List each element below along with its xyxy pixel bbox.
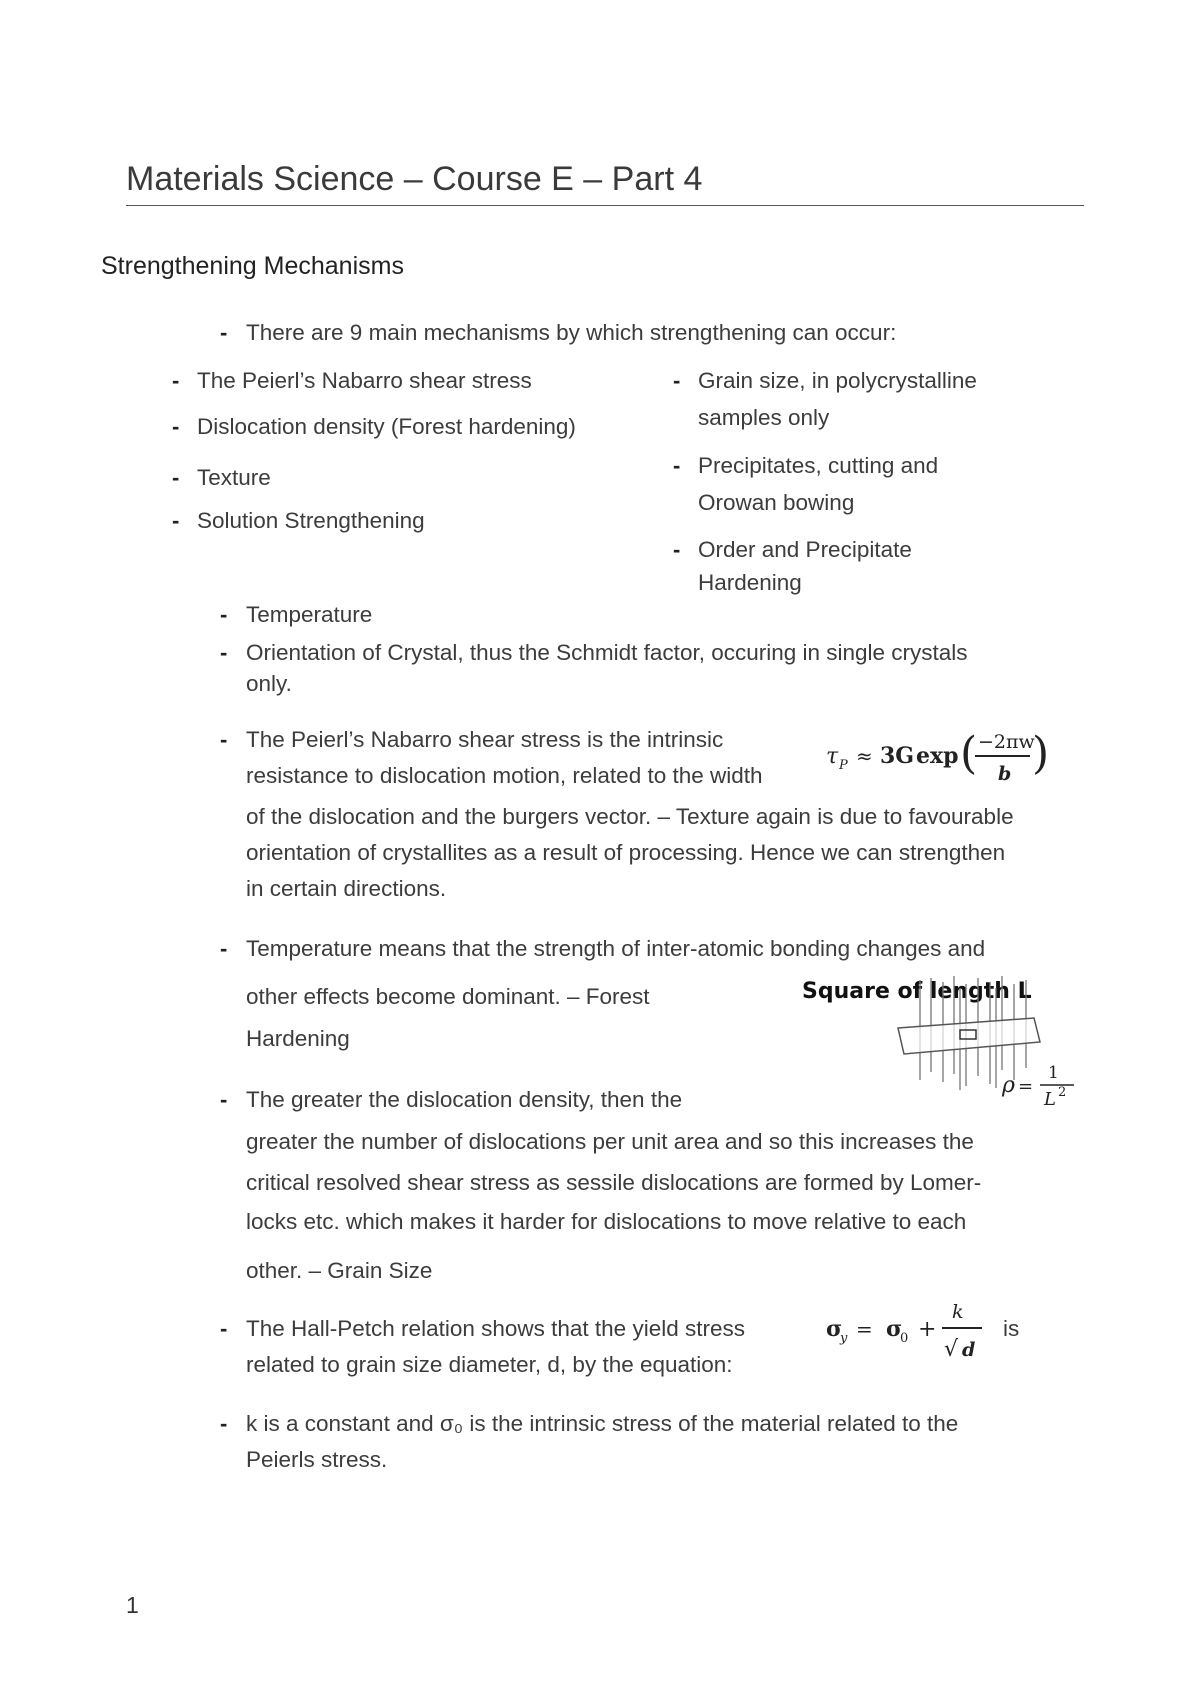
eq-subscript: y xyxy=(840,1331,848,1346)
bullet-marker: - xyxy=(172,508,180,533)
mechanism-item-continued: only. xyxy=(246,671,292,696)
forest-text: critical resolved shear stress as sessile dislocations are formed by Lomer- xyxy=(246,1170,982,1195)
slip-plane xyxy=(898,1018,1040,1054)
forest-text: greater the number of dislocations per unit area and so this increases the xyxy=(246,1129,974,1154)
eq-numerator: 1 xyxy=(1048,1063,1059,1083)
bullet-marker: - xyxy=(220,320,228,345)
eq-radical: √ xyxy=(944,1337,959,1362)
mechanism-item-continued: Orowan bowing xyxy=(698,490,855,515)
bullet-marker: - xyxy=(220,1316,228,1341)
hallpetch-equation xyxy=(820,1296,1000,1370)
eq-operator: = xyxy=(1018,1076,1034,1097)
mechanism-item: Temperature xyxy=(246,602,373,627)
eq-denominator: b xyxy=(998,763,1012,785)
mechanism-item: Solution Strengthening xyxy=(197,508,425,533)
forest-text: The greater the dislocation density, then the xyxy=(246,1087,683,1112)
figure-label: Square of length L xyxy=(802,979,1032,1004)
kconst-text: k is a constant and σ₀ is the intrinsic stress of the material related to the xyxy=(246,1411,959,1436)
eq-symbol: τ xyxy=(826,744,839,769)
eq-denominator: L xyxy=(1044,1089,1056,1110)
eq-symbol: σ xyxy=(826,1316,843,1342)
mechanism-item: Precipitates, cutting and xyxy=(698,453,939,478)
temperature-text: Hardening xyxy=(246,1026,350,1051)
dislocation-square-figure xyxy=(800,970,1090,1110)
bullet-marker: - xyxy=(220,1087,228,1112)
peierls-text: resistance to dislocation motion, related to the width xyxy=(246,763,763,788)
bullet-marker: - xyxy=(220,602,228,627)
eq-subscript: P xyxy=(839,758,848,773)
eq-operator: = xyxy=(856,1317,873,1341)
peierls-text: orientation of crystallites as a result of processing. Hence we can strengthen xyxy=(246,840,1006,865)
peierls-text: The Peierl’s Nabarro shear stress is the intrinsic xyxy=(246,727,724,752)
hallpetch-text: The Hall-Petch relation shows that the yield stress xyxy=(246,1316,745,1341)
eq-paren: ) xyxy=(1032,728,1050,779)
bullet-marker: - xyxy=(220,640,228,665)
eq-coefficient: 3G xyxy=(880,743,915,769)
bullet-marker: - xyxy=(172,465,180,490)
eq-paren: ( xyxy=(960,728,978,779)
eq-denominator: d xyxy=(962,1339,976,1361)
bullet-marker: - xyxy=(220,1411,228,1436)
mechanism-item: Order and Precipitate xyxy=(698,537,912,562)
eq-numerator: −2πw xyxy=(978,731,1035,753)
bullet-marker: - xyxy=(673,453,681,478)
section-heading: Strengthening Mechanisms xyxy=(101,252,404,280)
bullet-marker: - xyxy=(172,414,180,439)
kconst-text: Peierls stress. xyxy=(246,1447,388,1472)
mechanism-item: The Peierl’s Nabarro shear stress xyxy=(197,368,532,393)
temperature-text: other effects become dominant. – Forest xyxy=(246,984,650,1009)
mechanism-item: Grain size, in polycrystalline xyxy=(698,368,977,393)
mechanism-item-continued: Hardening xyxy=(698,570,802,595)
bullet-marker: - xyxy=(220,727,228,752)
bullet-marker: - xyxy=(673,537,681,562)
eq-symbol: σ xyxy=(886,1316,903,1342)
page-title: Materials Science – Course E – Part 4 xyxy=(126,160,703,198)
mechanism-item: Texture xyxy=(197,465,271,490)
temperature-text: Temperature means that the strength of inter-atomic bonding changes and xyxy=(246,936,986,961)
mechanism-item: Orientation of Crystal, thus the Schmidt factor, occuring in single crystals xyxy=(246,640,968,665)
forest-text: locks etc. which makes it harder for dislocations to move relative to each xyxy=(246,1209,967,1234)
page-number: 1 xyxy=(126,1592,139,1618)
eq-function: exp xyxy=(916,743,959,769)
eq-operator: + xyxy=(918,1317,937,1342)
mechanism-item: Dislocation density (Forest hardening) xyxy=(197,414,576,439)
eq-numerator: k xyxy=(952,1301,964,1323)
hallpetch-text: related to grain size diameter, d, by the equation: xyxy=(246,1352,733,1377)
eq-exponent: 2 xyxy=(1058,1085,1067,1100)
bullet-marker: - xyxy=(172,368,180,393)
intro-text: There are 9 main mechanisms by which strengthening can occur: xyxy=(246,320,897,345)
peierls-text: of the dislocation and the burgers vector. – Texture again is due to favourable xyxy=(246,804,1014,829)
title-underline xyxy=(126,205,1084,206)
peierls-equation xyxy=(820,718,1060,786)
forest-text: other. – Grain Size xyxy=(246,1258,433,1283)
mechanism-item-continued: samples only xyxy=(698,405,830,430)
eq-operator: ≈ xyxy=(856,744,873,768)
eq-symbol: ρ xyxy=(1002,1073,1015,1098)
peierls-text: in certain directions. xyxy=(246,876,447,901)
bullet-marker: - xyxy=(220,936,228,961)
bullet-marker: - xyxy=(673,368,681,393)
hallpetch-text-end: is xyxy=(1003,1316,1020,1341)
eq-subscript: 0 xyxy=(900,1331,909,1346)
